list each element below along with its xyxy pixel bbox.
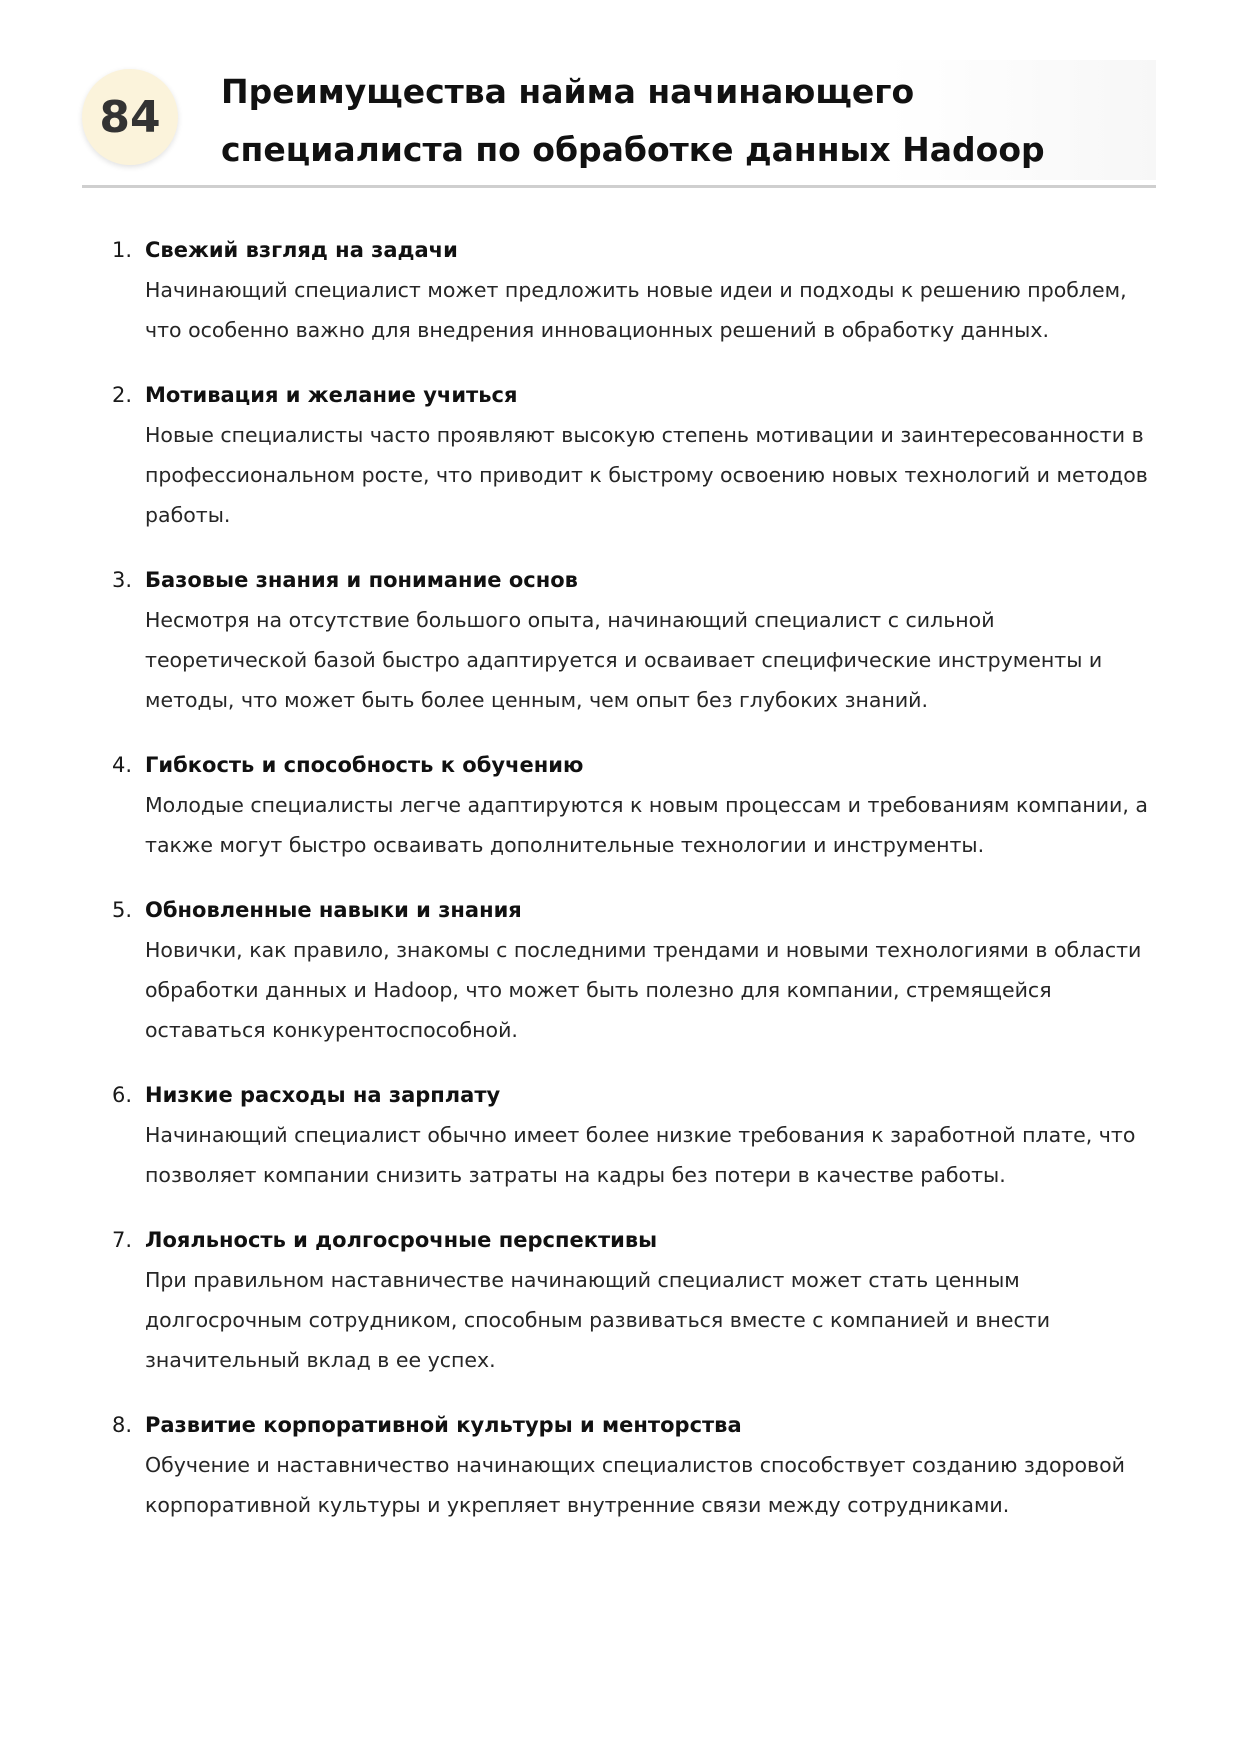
item-number: 4. bbox=[112, 753, 133, 777]
page-number-badge: 84 bbox=[82, 69, 178, 165]
item-title: Лояльность и долгосрочные перспективы bbox=[145, 1228, 658, 1252]
item-text: Начинающий специалист может предложить новые идеи и подходы к решению проблем, что особенно важно для внедрения инновационных решений в обработку данных. bbox=[145, 278, 1127, 342]
advantages-list bbox=[112, 230, 1162, 1550]
item-text: Несмотря на отсутствие большого опыта, начинающий специалист с сильной теоретической базой быстро адаптируется и осваивает специфические инструменты и методы, что может быть более ценным, чем опыт без глубоких знаний. bbox=[145, 608, 1103, 712]
page-title: Преимущества найма начинающего специалиста по обработке данных Hadoop bbox=[221, 72, 1045, 169]
item-text: При правильном наставничестве начинающий специалист может стать ценным долгосрочным сотрудником, способным развиваться вместе с компанией и внести значительный вклад в ее успех. bbox=[145, 1268, 1051, 1372]
item-title: Обновленные навыки и знания bbox=[145, 898, 522, 922]
list-item bbox=[112, 745, 1162, 865]
list-item bbox=[112, 560, 1162, 720]
item-text: Начинающий специалист обычно имеет более низкие требования к заработной плате, что позволяет компании снизить затраты на кадры без потери в качестве работы. bbox=[145, 1123, 1136, 1187]
list-item bbox=[112, 890, 1162, 1050]
list-item bbox=[112, 1075, 1162, 1195]
list-item bbox=[112, 230, 1162, 350]
item-title: Мотивация и желание учиться bbox=[145, 383, 518, 407]
item-title: Свежий взгляд на задачи bbox=[145, 238, 458, 262]
item-title: Гибкость и способность к обучению bbox=[145, 753, 584, 777]
item-number: 3. bbox=[112, 568, 133, 592]
item-number: 2. bbox=[112, 383, 133, 407]
list-item bbox=[112, 1405, 1162, 1525]
item-number: 8. bbox=[112, 1413, 133, 1437]
item-text: Молодые специалисты легче адаптируются к новым процессам и требованиям компании, а также могут быстро осваивать дополнительные технологии и инструменты. bbox=[145, 793, 1148, 857]
list-item bbox=[112, 1220, 1162, 1380]
list-item bbox=[112, 375, 1162, 535]
item-number: 5. bbox=[112, 898, 133, 922]
item-title: Низкие расходы на зарплату bbox=[145, 1083, 501, 1107]
item-title: Базовые знания и понимание основ bbox=[145, 568, 578, 592]
item-text: Новые специалисты часто проявляют высокую степень мотивации и заинтересованности в профессиональном росте, что приводит к быстрому освоению новых технологий и методов работы. bbox=[145, 423, 1148, 527]
item-text: Новички, как правило, знакомы с последними трендами и новыми технологиями в области обработки данных и Hadoop, что может быть полезно для компании, стремящейся оставаться конкурентоспособной. bbox=[145, 938, 1142, 1042]
item-number: 6. bbox=[112, 1083, 133, 1107]
item-number: 7. bbox=[112, 1228, 133, 1252]
item-number: 1. bbox=[112, 238, 133, 262]
page-header bbox=[82, 60, 1156, 188]
item-title: Развитие корпоративной культуры и менторства bbox=[145, 1413, 742, 1437]
item-text: Обучение и наставничество начинающих специалистов способствует созданию здоровой корпоративной культуры и укрепляет внутренние связи между сотрудниками. bbox=[145, 1453, 1125, 1517]
